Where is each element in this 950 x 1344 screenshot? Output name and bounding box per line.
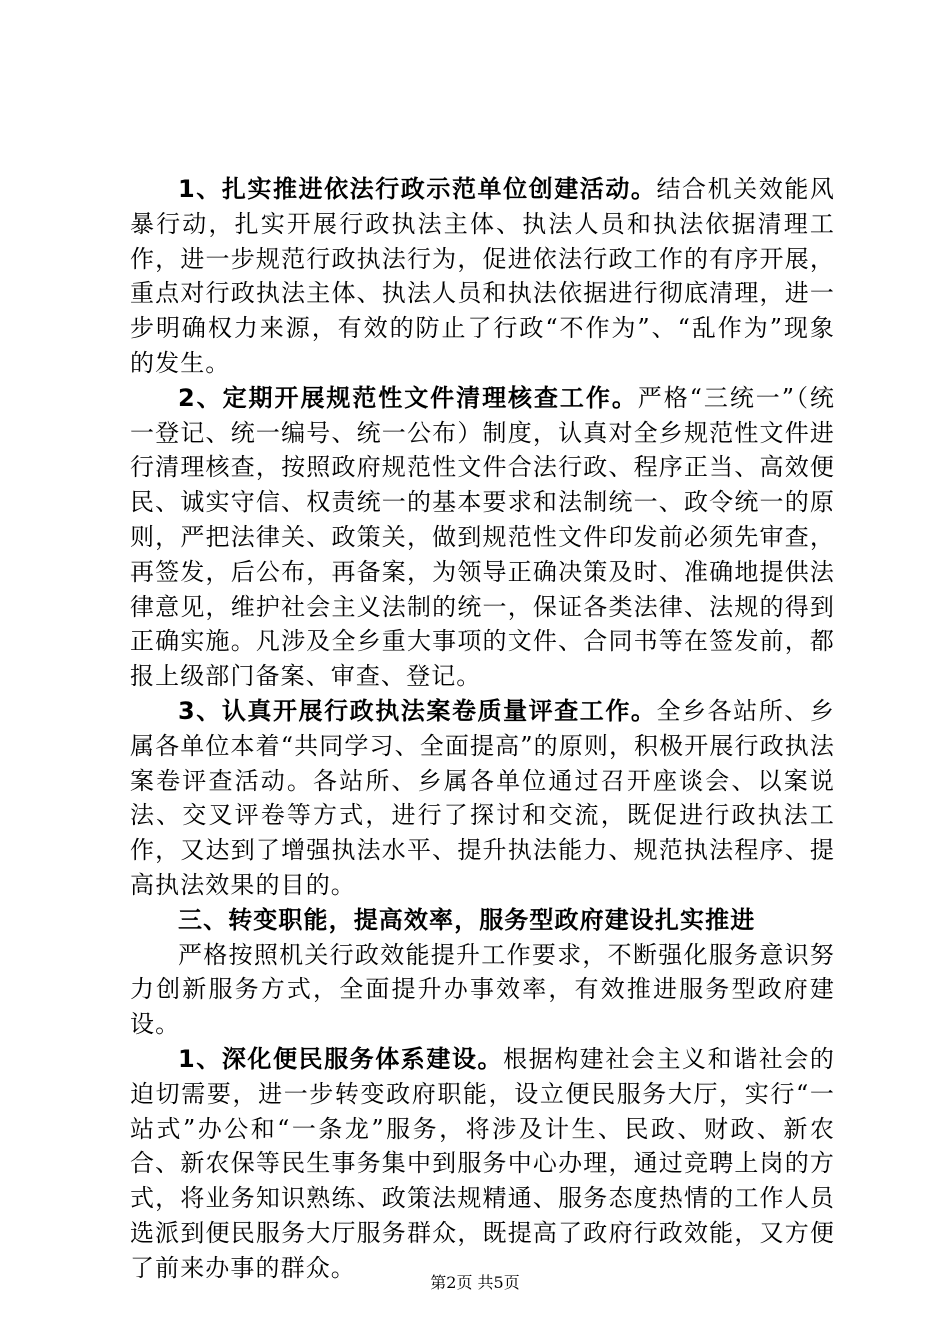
section-heading: 三、转变职能，提高效率，服务型政府建设扎实推进 bbox=[178, 905, 756, 934]
paragraph-2 bbox=[130, 381, 835, 694]
paragraph-4-body: 根据构建社会主义和谐社会的迫切需要，进一步转变政府职能，设立便民服务大厅，实行“一站式”办公和“一条龙”服务，将涉及计生、民政、财政、新农合、新农保等民生事务集中到服务中心办理，通过竞聘上岗的方式，将业务知识熟练、政策法规精通、服务态度热情的工作人员选派到便民服务大厅服务群众，既提高了政府行政效能，又方便了前来办事的群众。 bbox=[130, 1044, 835, 1282]
paragraph-3-body: 全乡各站所、乡属各单位本着“共同学习、全面提高”的原则，积极开展行政执法案卷评查活动。各站所、乡属各单位通过召开座谈会、以案说法、交叉评卷等方式，进行了探讨和交流，既促进行政执法工作，又达到了增强执法水平、提升执法能力、规范执法程序、提高执法效果的目的。 bbox=[130, 696, 835, 899]
section-intro: 严格按照机关行政效能提升工作要求，不断强化服务意识努力创新服务方式，全面提升办事效率，有效推进服务型政府建设。 bbox=[130, 940, 835, 1039]
page-footer: 第2页 共5页 bbox=[430, 1273, 520, 1292]
paragraph-4 bbox=[130, 1042, 835, 1286]
document-body bbox=[130, 172, 835, 1286]
paragraph-1-body: 结合机关效能风暴行动，扎实开展行政执法主体、执法人员和执法依据清理工作，进一步规范行政执法行为，促进依法行政工作的有序开展，重点对行政执法主体、执法人员和执法依据进行彻底清理，进一步明确权力来源，有效的防止了行政“不作为”、“乱作为”现象的发生。 bbox=[130, 175, 835, 377]
paragraph-4-lead: 1、深化便民服务体系建设。 bbox=[178, 1044, 504, 1073]
paragraph-1-lead: 1、扎实推进依法行政示范单位创建活动。 bbox=[178, 175, 657, 203]
paragraph-3 bbox=[130, 694, 835, 903]
paragraph-1 bbox=[130, 172, 835, 381]
paragraph-2-lead: 2、定期开展规范性文件清理核查工作。 bbox=[178, 383, 638, 412]
paragraph-2-body: 严格“三统一”（统一登记、统一编号、统一公布）制度，认真对全乡规范性文件进行清理核查，按照政府规范性文件合法行政、程序正当、高效便民、诚实守信、权责统一的基本要求和法制统一、政令统一的原则，严把法律关、政策关，做到规范性文件印发前必须先审查，再签发，后公布，再备案，为领导正确决策及时、准确地提供法律意见，维护社会主义法制的统一，保证各类法律、法规的得到正确实施。凡涉及全乡重大事项的文件、合同书等在签发前，都报上级部门备案、审查、登记。 bbox=[130, 383, 835, 691]
paragraph-3-lead: 3、认真开展行政执法案卷质量评查工作。 bbox=[178, 696, 657, 725]
